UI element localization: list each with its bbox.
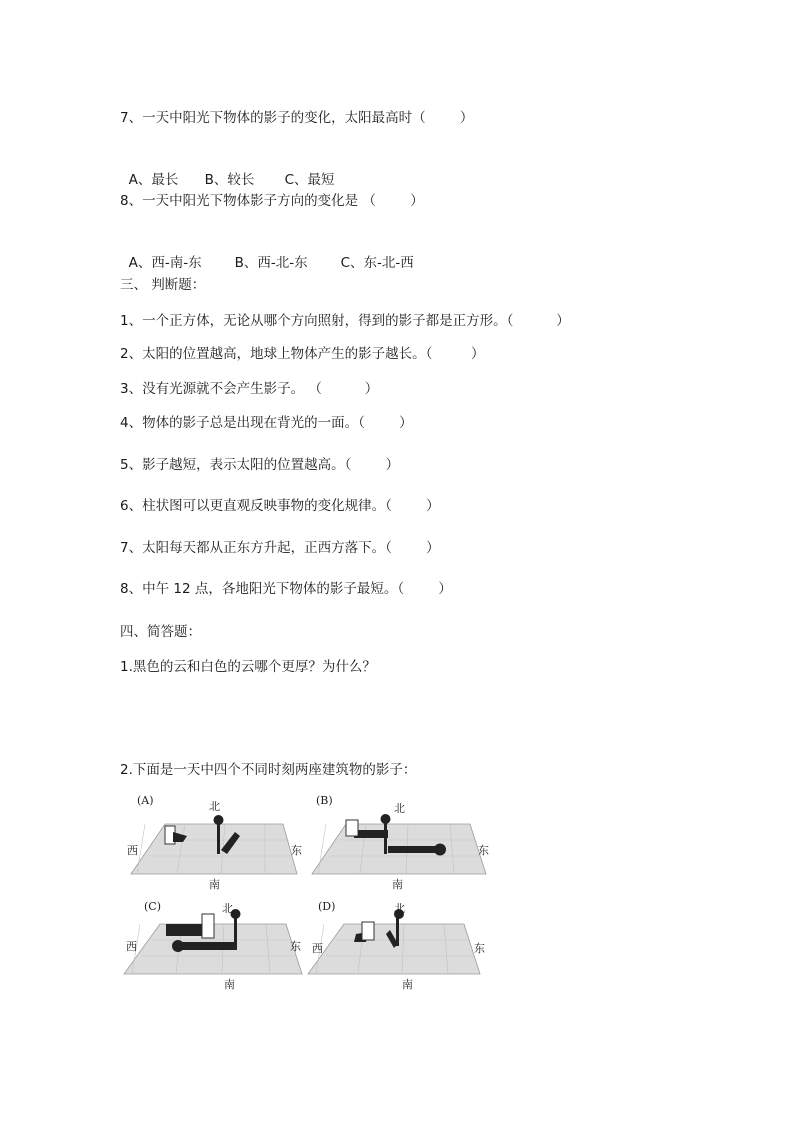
panel-c-drawing (120, 896, 310, 986)
option-c: C、东-北-西 (340, 255, 414, 271)
option-b: B、较长 (204, 172, 255, 188)
panel-label: (D) (318, 900, 336, 913)
east-label: 东 (290, 940, 301, 953)
short-answer-2: 2.下面是一天中四个不同时刻两座建筑物的影子： (120, 762, 417, 778)
panel-label: (B) (316, 794, 333, 807)
option-b: B、西-北-东 (234, 255, 308, 271)
option-a: A、西-南-东 (128, 255, 202, 271)
east-label: 东 (291, 844, 302, 857)
north-label: 北 (222, 902, 233, 915)
panel-label: (C) (144, 900, 161, 913)
section-4-title: 四、简答题： (120, 624, 201, 640)
judge-item-3: 3、没有光源就不会产生影子。 （ ） (120, 381, 379, 397)
judge-item-1: 1、一个正方体，无论从哪个方向照射，得到的影子都是正方形。（ ） (120, 313, 570, 329)
question-7-options (120, 150, 335, 190)
judge-item-4: 4、物体的影子总是出现在背光的一面。（ ） (120, 415, 413, 431)
south-label: 南 (392, 878, 403, 891)
north-label: 北 (394, 902, 405, 915)
section-3-title: 三、 判断题： (120, 277, 206, 293)
west-label: 西 (127, 844, 138, 857)
north-label: 北 (209, 800, 220, 813)
question-8-options (120, 233, 414, 273)
west-label: 西 (126, 940, 137, 953)
option-a: A、最长 (128, 172, 179, 188)
east-label: 东 (478, 844, 489, 857)
option-c: C、最短 (284, 172, 335, 188)
panel-label: (A) (137, 794, 154, 807)
east-label: 东 (474, 942, 485, 955)
judge-item-8: 8、中午 12 点，各地阳光下物体的影子最短。（ ） (120, 581, 452, 597)
short-answer-1: 1.黑色的云和白色的云哪个更厚？为什么？ (120, 659, 376, 675)
south-label: 南 (209, 878, 220, 891)
panel-c (120, 896, 310, 991)
judge-item-2: 2、太阳的位置越高，地球上物体产生的影子越长。（ ） (120, 346, 485, 362)
west-label: 西 (312, 942, 323, 955)
south-label: 南 (224, 978, 235, 991)
judge-item-5: 5、影子越短，表示太阳的位置越高。（ ） (120, 457, 400, 473)
north-label: 北 (394, 802, 405, 815)
panel-a (125, 792, 305, 891)
question-8-stem: 8、一天中阳光下物体影子方向的变化是 （ ） (120, 193, 424, 209)
judge-item-6: 6、柱状图可以更直观反映事物的变化规律。（ ） (120, 498, 440, 514)
question-7-stem: 7、一天中阳光下物体的影子的变化，太阳最高时（ ） (120, 110, 474, 126)
panel-d (306, 896, 488, 991)
judge-item-7: 7、太阳每天都从正东方升起，正西方落下。（ ） (120, 540, 440, 556)
south-label: 南 (402, 978, 413, 991)
panel-b (310, 792, 492, 891)
